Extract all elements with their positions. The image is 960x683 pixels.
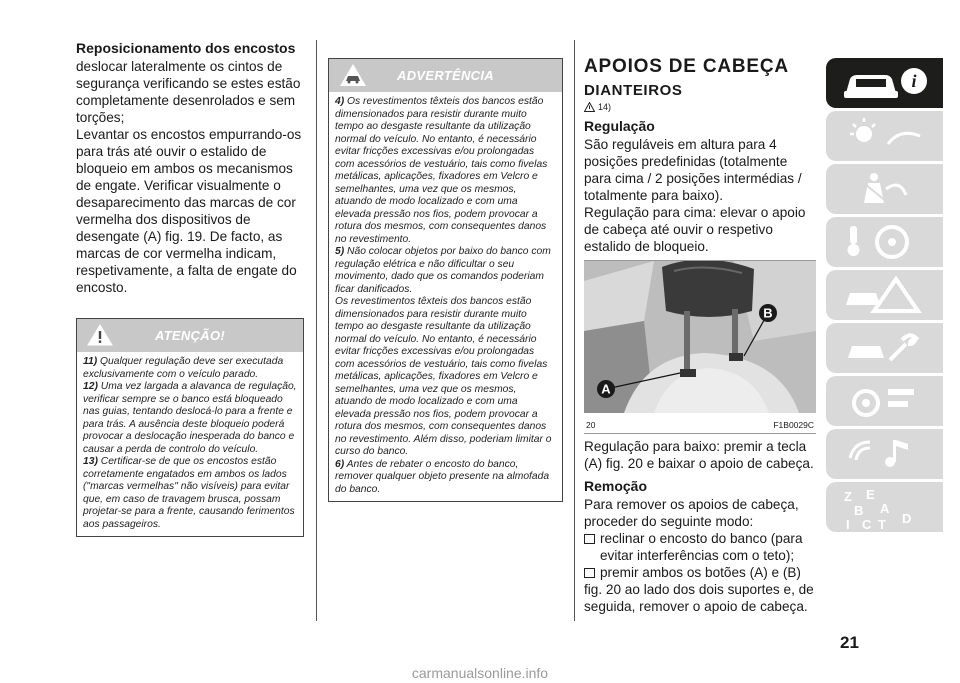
- svg-text:E: E: [866, 487, 875, 502]
- label-b: B: [763, 305, 773, 321]
- svg-text:i: i: [911, 71, 917, 91]
- section-heading-reposicionamento: Reposicionamento dos encostos: [76, 40, 296, 56]
- tab-car-info[interactable]: [826, 58, 943, 108]
- figure-number: 20: [586, 420, 596, 430]
- technical-data-icon: [840, 381, 930, 421]
- svg-text:D: D: [902, 511, 912, 526]
- multimedia-icon: [840, 434, 930, 474]
- maintenance-wrench-icon: [840, 328, 930, 368]
- car-info-icon: [840, 63, 930, 103]
- warning-header: [329, 59, 562, 92]
- watermark: carmanualsonline.info: [411, 665, 549, 681]
- body-paragraph: Levantar os encostos empurrando-os para trás até ouvir o estalido de bloqueio em ambos os mecanismos de engate. Verificar visualmente o desaparecimento das marcas de cor vermelha dos dispositivos de desengate (A) fig. 19. De facto, as marcas de cor vermelha indicam, respetivamente, a falta de engate do encosto.: [76, 127, 302, 295]
- bullet-box-icon: [584, 534, 595, 544]
- attention-item: 12) Uma vez largada a alavanca de regulação, verificar sempre se o banco está bloqueado nas guias, tentando deslocá-lo para a frente e para trás. A ausência deste bloqueio poderá provocar a deslocação inesperada do banco e causar a perda de controlo do veículo.: [83, 381, 297, 455]
- svg-text:I: I: [846, 517, 850, 531]
- tab-dashboard[interactable]: [826, 111, 943, 161]
- page-subtitle: DIANTEIROS: [584, 82, 683, 99]
- figure-20: [584, 260, 816, 434]
- warning-item: 4) Os revestimentos têxteis dos bancos estão dimensionados para resistir durante muito tempo ao desgaste resultante da utilização normal do veículo. No entanto, é necessário evitar fricções excessivas e/ou prolongadas com acessórios de vestuário, tais como fivelas metálicas, aplicações, fixadores em Velcro e semelhantes, uma vez que os mesmos, atuando de modo localizado e com uma elevada pressão nos fios, podem provocar a rotura dos mesmos, com consequentes danos no revestimento.: [335, 96, 548, 245]
- section-heading-remocao: Remoção: [584, 478, 648, 494]
- column-divider: [574, 40, 575, 621]
- attention-header: [77, 319, 303, 352]
- small-warning-icon: [584, 102, 595, 112]
- warning-reference: 14): [584, 100, 818, 114]
- svg-text:B: B: [854, 503, 864, 518]
- attention-box: [76, 318, 304, 537]
- figure-caption: [584, 418, 816, 433]
- svg-text:Z: Z: [844, 489, 852, 504]
- middle-column: [328, 58, 563, 502]
- body-paragraph: fig. 20 ao lado dos dois suportes e, de seguida, remover o apoio de cabeça.: [584, 582, 814, 614]
- chapter-tabs: [826, 58, 943, 535]
- label-a: A: [601, 381, 611, 397]
- headrest-photo: [584, 261, 816, 413]
- warning-box: [328, 58, 563, 502]
- svg-text:T: T: [878, 517, 886, 531]
- tab-maintenance[interactable]: [826, 323, 943, 373]
- airbag-safety-icon: [840, 169, 930, 209]
- tab-index[interactable]: [826, 482, 943, 532]
- body-paragraph: deslocar lateralmente os cintos de segurança verificando se estes estão completamente desenrolados e sem torções;: [76, 59, 301, 125]
- attention-body: [77, 352, 303, 536]
- warning-item: Os revestimentos têxteis dos bancos estão dimensionados para resistir durante muito tempo ao desgaste resultante da utilização normal do veículo. No entanto, é necessário evitar fricções excessivas e/ou prolongadas com acessórios de vestuário, tais como fivelas metálicas, aplicações, fixadores em Velcro e semelhantes, uma vez que os mesmos, atuando de modo localizado e com uma elevada pressão nos fios, podem provocar a rotura dos mesmos, com consequentes danos no revestimento. Além disso, poderiam limitar o curso do banco.: [335, 296, 552, 457]
- attention-title: ATENÇÃO!: [154, 328, 226, 343]
- list-item: premir ambos os botões (A) e (B): [584, 564, 818, 581]
- tab-technical-data[interactable]: [826, 376, 943, 426]
- warning-title: ADVERTÊNCIA: [397, 68, 494, 83]
- key-steering-icon: [840, 222, 930, 262]
- column-divider: [316, 40, 317, 621]
- body-paragraph: Regulação para cima: elevar o apoio de cabeça até ouvir o respetivo estalido de bloqueio.: [584, 205, 806, 254]
- bullet-box-icon: [584, 568, 595, 578]
- tab-multimedia[interactable]: [826, 429, 943, 479]
- warning-item: 6) Antes de rebater o encosto do banco, remover qualquer objeto presente na almofada do banco.: [335, 458, 550, 495]
- left-column: [76, 40, 304, 537]
- list-item: reclinar o encosto do banco (para evitar interferências com o teto);: [584, 530, 818, 564]
- figure-code: F1B0029C: [773, 420, 814, 430]
- warning-item: 5) Não colocar objetos por baixo do banco com regulação elétrica e não dificultar o seu movimento, dado que os comandos poderiam ficar danificados.: [335, 246, 551, 295]
- body-paragraph: Para remover os apoios de cabeça, proceder do seguinte modo:: [584, 497, 799, 529]
- page-title: APOIOS DE CABEÇA: [584, 56, 789, 77]
- warning-body: [329, 92, 562, 501]
- index-letters-icon: [840, 487, 930, 531]
- attention-item: 11) Qualquer regulação deve ser executada exclusivamente com o veículo parado.: [83, 356, 284, 380]
- body-paragraph: São reguláveis em altura para 4 posições predefinidas (totalmente para cima / 2 posições intermédias / totalmente para baixo).: [584, 137, 802, 203]
- page-number: 21: [840, 633, 859, 652]
- right-column: [584, 56, 818, 615]
- tab-safety[interactable]: [826, 164, 943, 214]
- svg-text:C: C: [862, 517, 872, 531]
- attention-item: 13) Certificar-se de que os encostos estão corretamente engatados em ambos os lados ("marcas vermelhas" não visíveis) para evitar que, em caso de travagem brusca, possam projetar-se para a frente, causando ferimentos aos passageiros.: [83, 456, 295, 530]
- tab-emergency[interactable]: [826, 270, 943, 320]
- tab-starting-driving[interactable]: [826, 217, 943, 267]
- dashboard-lights-icon: [840, 116, 930, 156]
- svg-text:A: A: [880, 501, 890, 516]
- section-heading-regulacao: Regulação: [584, 118, 655, 134]
- body-paragraph: Regulação para baixo: premir a tecla (A) fig. 20 e baixar o apoio de cabeça.: [584, 439, 814, 471]
- emergency-triangle-icon: [840, 275, 930, 315]
